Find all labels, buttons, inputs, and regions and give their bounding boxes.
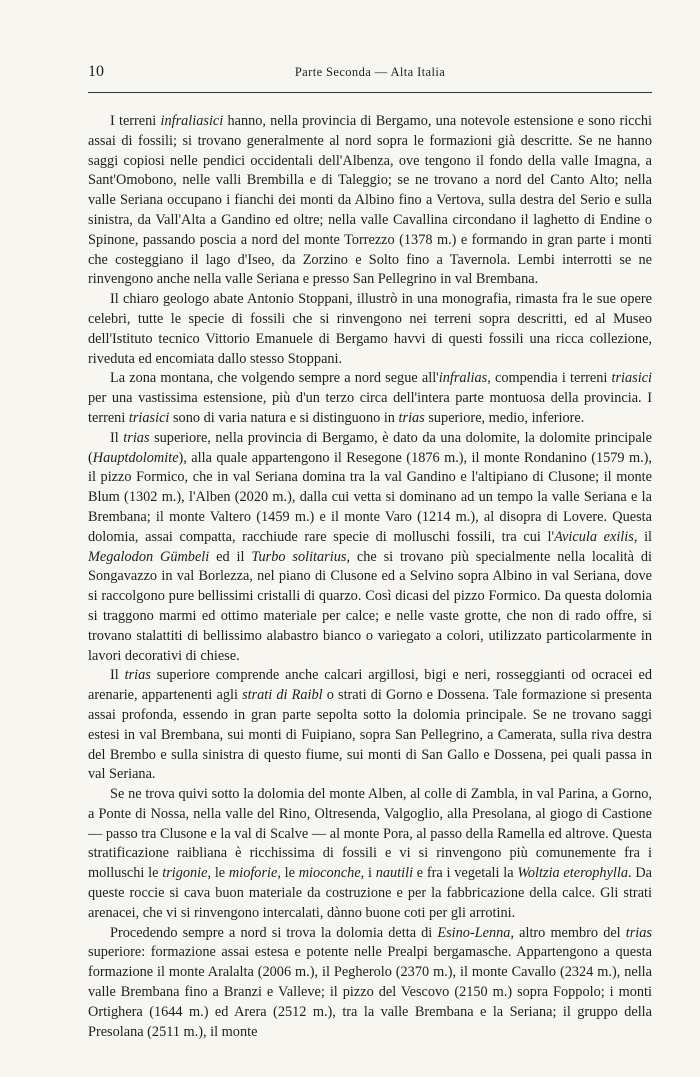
italic-term: triasici [611, 370, 653, 387]
italic-term: Esino-Lenna [437, 924, 511, 941]
italic-term: mioconche [298, 865, 361, 882]
text-run: Il [110, 667, 125, 684]
text-run: ed il [209, 548, 252, 565]
text-run: sono di varia natura e si distinguono in [169, 409, 399, 426]
italic-term: trias [123, 429, 150, 446]
page-header [88, 63, 652, 83]
italic-term: infralias [438, 370, 488, 387]
text-run: , compendia i terreni [487, 370, 612, 387]
italic-term: Hauptdolomite [92, 449, 179, 466]
text-run: . Da queste roccie si cava buon materiale da costruzione e per la fabbricazione della calce. Gli strati arenacei, che vi si rinvengono intercalati, dànno buone coti per gli arrotini. [88, 865, 653, 921]
text-run: I terreni [110, 113, 161, 129]
italic-term: trias [124, 667, 151, 684]
italic-term: Turbo solitarius [251, 548, 347, 565]
italic-term: trias [625, 924, 652, 941]
italic-term: trigonie [162, 865, 208, 882]
italic-term: triasici [128, 409, 170, 426]
text-run: superiore, nella provincia di Bergamo, è dato da una dolomite, la dolomite principale ( [88, 429, 652, 466]
italic-term: Megalodon Gümbeli [88, 548, 210, 565]
text-run: , che si trovano più specialmente nella località di Songavazzo in val Borlezza, nel piano di Clusone ed a Selvino sopra Albino in val Seriana, dove si raccolgono pure bellissimi cristalli di quarzo. Così dicasi del pizzo Formico. Da questa dolomia si traggono marmi ed ottimo materiale per calce; e nelle vaste grotte, che non di rado offre, si trovano stalattiti di bellissimo alabastro bianco o variegato a colori, utilizzato particolarmente in lavori decorativi di chiese. [88, 548, 652, 664]
text-run: superiore: formazione assai estesa e potente nelle Prealpi bergamasche. Appartengono a questa formazione il monte Aralalta (2006 m.), il Pegherolo (2370 m.), il monte Cavallo (2324 m.), nella valle Brembana fino a Branzi e Valleve; il pizzo del Vescovo (2150 m.) sopra Foppolo; i monti Ortighera (1644 m.) ed Arera (2512 m.), tra la valle Brembana e la Seriana; il gruppo della Presolana (2511 m.), il monte [88, 944, 652, 1040]
italic-term: Avicula exilis [554, 528, 634, 545]
paragraph-1 [88, 112, 652, 290]
italic-term: trias [398, 409, 425, 426]
running-title: Parte Seconda — Alta Italia [294, 65, 446, 79]
header-rule [88, 92, 652, 93]
text-run: , i [360, 865, 376, 882]
text-run: , altro membro del [510, 924, 626, 941]
italic-term: nautili [375, 865, 414, 882]
italic-term: infraliasici [160, 113, 224, 129]
text-run: ), alla quale appartengono il Resegone (1876 m.), il monte Rondanino (1579 m.), il pizzo Formico, che in val Seriana domina tra la val Gandino e l'altipiano di Clusone; il monte Blum (1302 m.), l'Alben (2020 m.), dalla cui vetta si dominano ad un tempo la valle Seriana e la Brembana; il monte Valtero (1459 m.) e il monte Varo (1214 m.), al disopra di Lovere. Questa dolomia, assai compatta, racchiude rare specie di molluschi fossili, tra cui l' [88, 449, 652, 545]
text-run: e fra i vegetali la [413, 865, 518, 882]
text-run: superiore, medio, inferiore. [424, 409, 585, 426]
text-run: superiore comprende anche calcari argillosi, bigi e neri, rosseggianti od ocracei ed arenarie, appartenenti agli [88, 667, 652, 704]
text-run: , il [633, 528, 653, 545]
text-run: Procedendo sempre a nord si trova la dolomia detta di [110, 924, 438, 941]
paragraph-6 [88, 785, 652, 924]
paragraph-3 [88, 369, 652, 428]
text-run: hanno, nella provincia di Bergamo, una notevole estensione e sono ricchi assai di fossili; si trovano generalmente al nord sopra le formazioni già descritte. Se ne hanno saggi copiosi nelle pendici occidentali dell'Albenza, ove tengono il fondo della valle Imagna, a Sant'Omobono, nelle valli Brembilla e di Taleggio; se ne trovano a nord del Canto Alto; nella valle Seriana occupano i fianchi dei monti da Albino fino a Vertova, sulla destra del Serio e sulla sinistra, da Vall'Alta a Gandino ed oltre; nella valle Cavallina circondano il laghetto di Endine o Spinone, passando poscia a nord del monte Torrezzo (1378 m.) e formando in gran parte i monti che costeggiano il lago d'Iseo, da Zorzino e Solto fino a Tavernola. Lembi interrotti se ne rinvengono anche nella valle Seriana e presso San Pellegrino in val Brembana. [88, 113, 652, 288]
text-run: , le [207, 865, 229, 882]
italic-term: mioforie [228, 865, 278, 882]
paragraph-2 [88, 290, 652, 369]
text-run: o strati di Gorno e Dossena. Tale formazione si presenta assai profonda, essendo in gran parte sepolta sotto la dolomia principale. Se ne trovano saggi estesi in val Brembana, sui monti di Fuipiano, sopra San Pellegrino, a Camerata, sulla riva destra del Brembo e sulla sinistra di questo fiume, sui monti di San Gallo e Dossena, pei quali passa in val Seriana. [88, 687, 652, 783]
text-run: , le [277, 865, 299, 882]
paragraph-7 [88, 924, 652, 1043]
text-run: Il chiaro geologo abate Antonio Stoppani, illustrò in una monografia, rimasta fra le sue opere celebri, tutte le specie di fossili che si rinvengono nei terreni sopra descritti, ed al Museo dell'Istituto tecnico Vittorio Emanuele di Bergamo havvi di questi fossili una ricca collezione, riveduta ed encomiata dallo stesso Stoppani. [88, 291, 652, 367]
italic-term: strati di Raibl [242, 687, 323, 704]
text-run: Il [110, 429, 124, 446]
italic-term: Woltzia eterophylla [517, 865, 629, 882]
text-run: per una vastissima estensione, più d'un terzo circa dell'intera parte montuosa della provincia. I terreni [88, 390, 652, 426]
body-text [88, 112, 652, 1042]
text-run: La zona montana, che volgendo sempre a nord segue all' [110, 370, 439, 387]
page-number: 10 [88, 63, 104, 80]
paragraph-5 [88, 666, 652, 785]
text-run: Se ne trova quivi sotto la dolomia del monte Alben, al colle di Zambla, in val Parina, a Gorno, a Ponte di Nossa, nella valle del Rino, Oltresenda, Valgoglio, alla Presolana, al giogo di Castione — passo tra Clusone e la val di Scalve — al monte Pora, al passo della Ramella ed altrove. Questa stratificazione raibliana è ricchissima di fossili e vi si rinvengono più comunemente fra i molluschi le [88, 786, 652, 882]
paragraph-4 [88, 429, 652, 667]
